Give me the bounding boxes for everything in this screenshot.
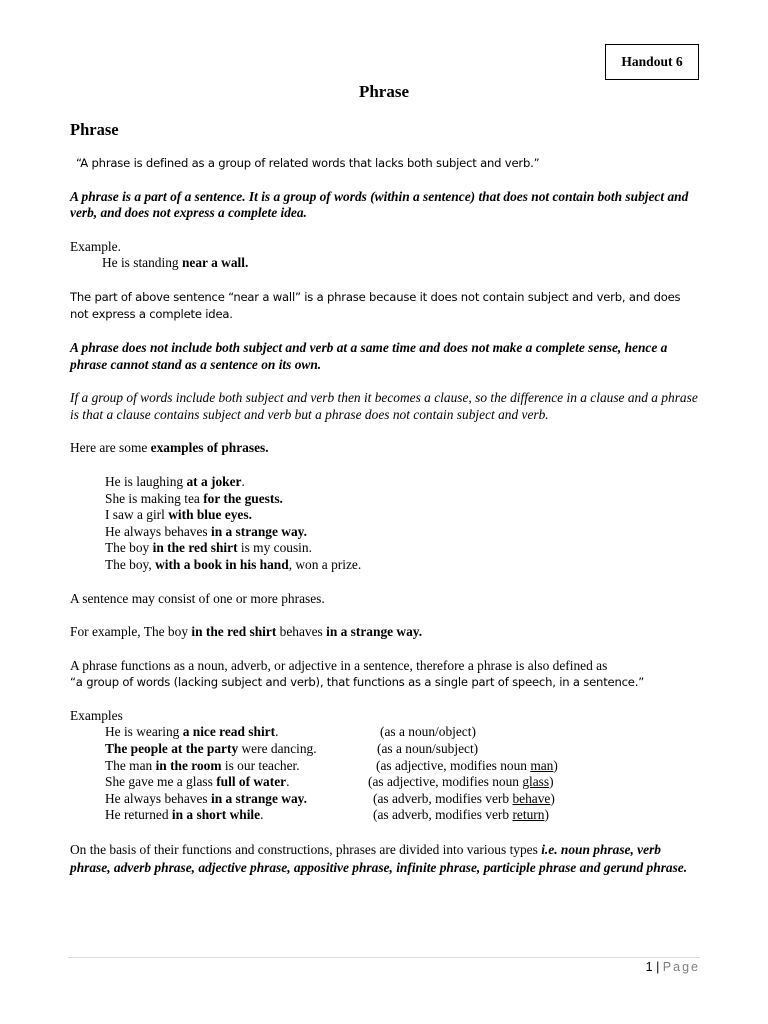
list-item: He always behaves in a strange way.	[105, 523, 307, 539]
footer-divider	[68, 957, 700, 958]
consist-paragraph: A sentence may consist of one or more phrases.	[70, 590, 325, 606]
list-item: She is making tea for the guests.	[105, 490, 283, 506]
functions-paragraph: A phrase functions as a noun, adverb, or adjective in a sentence, therefore a phrase is also defined as “a group of words (lacking subject and verb), that functions as a single part of speech, in a sentence.”	[70, 657, 645, 690]
rule-paragraph: A phrase does not include both subject and verb at a same time and does not make a complete sense, hence a phrase cannot stand as a sentence on its own.	[70, 339, 668, 372]
for-example-paragraph: For example, The boy in the red shirt behaves in a strange way.	[70, 624, 423, 640]
list-item: He is laughing at a joker.	[105, 473, 245, 489]
document-body	[70, 120, 700, 877]
table-row: He returned in a short while. (as adverb, modifies verb return)	[105, 807, 549, 823]
definition-paragraph: A phrase is a part of a sentence. It is a group of words (within a sentence) that does not contain both subject and verb, and does not express a complete idea.	[70, 188, 689, 221]
example-sentence: He is standing near a wall.	[102, 255, 249, 271]
table-row: She gave me a glass full of water. (as adjective, modifies noun glass)	[105, 774, 554, 790]
page-footer	[646, 960, 700, 974]
table-row: The people at the party were dancing. (as a noun/subject)	[105, 741, 479, 757]
list-item: The boy, with a book in his hand, won a prize.	[105, 556, 362, 572]
section-heading: Phrase	[70, 120, 119, 139]
clause-paragraph: If a group of words include both subject and verb then it becomes a clause, so the difference in a clause and a phrase is that a clause contains subject and verb but a phrase does not contain subject and verb.	[70, 390, 698, 422]
list-item: The boy in the red shirt is my cousin.	[105, 540, 312, 556]
types-paragraph: On the basis of their functions and constructions, phrases are divided into various types i.e. noun phrase, verb phrase, adverb phrase, adjective phrase, appositive phrase, infinite phrase, participle phrase and gerund phrase.	[70, 842, 688, 876]
page-title: Phrase	[358, 82, 410, 101]
examples-intro: Here are some examples of phrases.	[70, 440, 269, 456]
examples-list	[70, 474, 700, 574]
page-number: 1	[645, 960, 653, 974]
table-row: He is wearing a nice read shirt. (as a noun/object)	[105, 724, 476, 740]
definition-quote: “A phrase is defined as a group of related words that lacks both subject and verb.”	[76, 156, 540, 170]
list-item: I saw a girl with blue eyes.	[105, 507, 252, 523]
page-label: Page	[662, 960, 700, 974]
table-row: He always behaves in a strange way. (as adverb, modifies verb behave)	[105, 790, 555, 806]
handout-label: Handout 6	[621, 54, 683, 69]
example-label: Example.	[70, 238, 121, 254]
examples2-label: Examples	[70, 707, 123, 723]
table-row: The man in the room is our teacher. (as adjective, modifies noun man)	[105, 757, 558, 773]
explanation-paragraph: The part of above sentence “near a wall” is a phrase because it does not contain subject and verb, and does not express a complete idea.	[70, 289, 681, 321]
handout-label-box	[605, 44, 699, 80]
examples2-table	[70, 724, 700, 824]
footer-separator: |	[652, 960, 663, 974]
